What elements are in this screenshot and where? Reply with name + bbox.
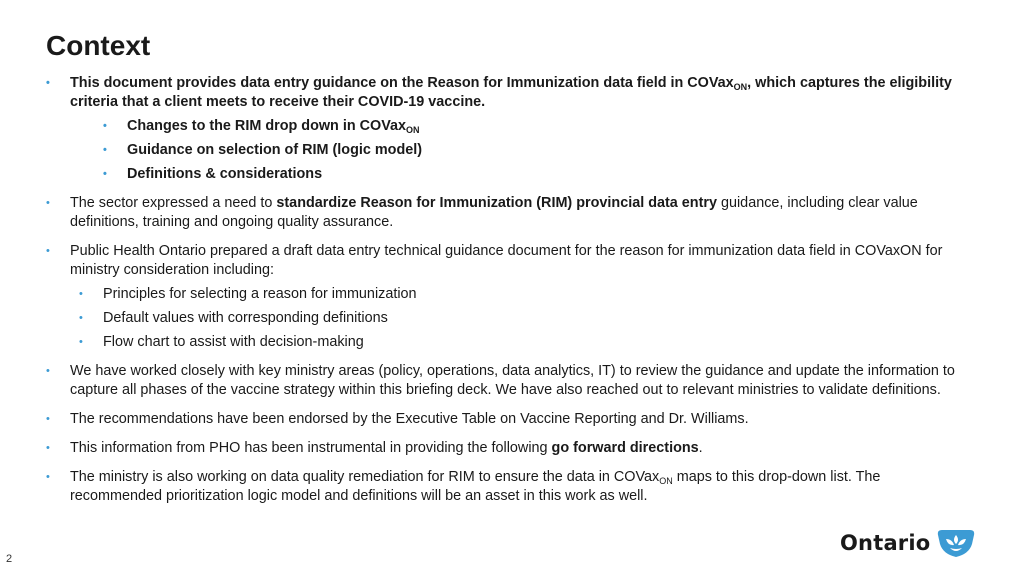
list-item: • The sector expressed a need to standardize Reason for Immunization (RIM) provincial data entry guidance, including clear value definitions, training and ongoing quality assurance. [46,194,976,232]
page-title: Context [46,30,151,61]
page-number: 2 [6,553,13,565]
list-item: • We have worked closely with key ministry areas (policy, operations, data analytics, IT) to review the guidance and update the information to capture all phases of the vaccine strategy within this briefing deck. We have also reached out to relevant ministries to validate definitions. [46,362,976,400]
bullet-list [46,74,976,506]
ontario-trillium-icon [936,528,976,558]
list-item: • Public Health Ontario prepared a draft data entry technical guidance document for the reason for immunization data field in COVaxON for ministry consideration including: [46,242,976,280]
list-item: • Changes to the RIM drop down in COVax$_{ON}$ [103,117,976,136]
list-item: • Flow chart to assist with decision-making [79,333,976,352]
list-item: • The recommendations have been endorsed by the Executive Table on Vaccine Reporting and Dr. Williams. [46,410,976,429]
list-item: • The ministry is also working on data quality remediation for RIM to ensure the data in COVax$_{ON}$ maps to this drop-down list. The recommended prioritization logic model and definitions will be an asset in this work as well. [46,468,976,506]
list-item: • This information from PHO has been instrumental in providing the following go forward directions. [46,439,976,458]
list-item: • Principles for selecting a reason for immunization [79,285,976,304]
list-item: • Guidance on selection of RIM (logic model) [103,141,976,160]
ontario-logo [840,527,976,559]
list-item: • Definitions & considerations [103,165,976,184]
logo-wordmark: Ontario [840,531,931,555]
list-item: • This document provides data entry guidance on the Reason for Immunization data field in COVax$_{ON}$, which captures the eligibility criteria that a client meets to receive their COVID-19 vaccine. [46,74,976,112]
list-item: • Default values with corresponding definitions [79,309,976,328]
